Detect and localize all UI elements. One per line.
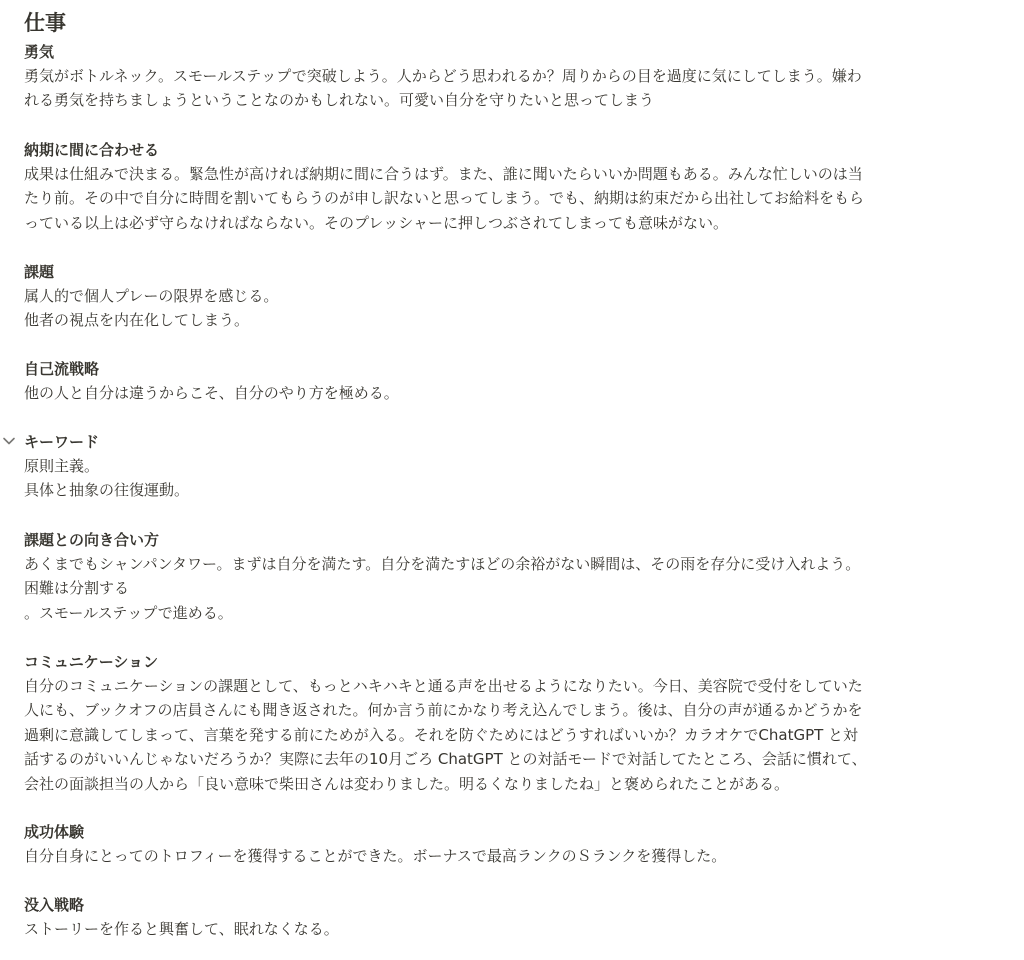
section-immersion xyxy=(24,893,992,941)
section-facing-issues xyxy=(24,528,992,625)
section-courage xyxy=(24,40,992,113)
chevron-down-icon[interactable] xyxy=(2,434,16,448)
text-line: 属人的で個人プレーの限界を感じる。 xyxy=(24,287,279,305)
text-line: 。スモールステップで進める。 xyxy=(24,603,233,622)
section-body[interactable] xyxy=(24,454,992,503)
text-line: 具体と抽象の往復運動。 xyxy=(24,481,190,500)
section-heading[interactable]: 課題 xyxy=(24,263,55,281)
text-line: 自分自身にとってのトロフィーを獲得することができた。ボーナスで最高ランクのＳランクを獲得した。 xyxy=(24,847,727,865)
text-line: 他の人と自分は違うからこそ、自分のやり方を極める。 xyxy=(24,384,399,402)
text-line: 過剰に意識してしまって、言葉を発する前にためが入る。それを防ぐためにはどうすればいいか？カラオケでChatGPT と対 xyxy=(24,725,859,744)
section-body[interactable] xyxy=(24,381,992,405)
text-line: 話するのがいいんじゃないだろうか？実際に去年の10月ごろ ChatGPT との対話モードで対話してたところ、会話に慣れて、 xyxy=(24,750,867,769)
text-line: あくまでもシャンパンタワー。まずは自分を満たす。自分を満たすほどの余裕がない瞬間は、その雨を存分に受け入れよう。 xyxy=(24,555,861,573)
section-own-strategy xyxy=(24,357,992,405)
text-line: 自分のコミュニケーションの課題として、もっとハキハキと通る声を出せるようになりたい。今日、美容院で受付をしていた xyxy=(24,677,863,695)
text-line: 人にも、ブックオフの店員さんにも聞き返された。何か言う前にかなり考え込んでしまう。後は、自分の声が通るかどうかを xyxy=(24,701,863,720)
section-deadline xyxy=(24,138,992,235)
section-heading[interactable]: 成功体験 xyxy=(24,823,85,841)
section-heading[interactable]: キーワード xyxy=(24,433,100,451)
section-heading[interactable]: 没入戦略 xyxy=(24,896,85,914)
section-body[interactable] xyxy=(24,284,992,333)
text-line: たり前。その中で自分に時間を割いてもらうのが申し訳ないと思ってしまう。でも、納期は約束だから出社してお給料をもら xyxy=(24,189,865,208)
text-line: 成果は仕組みで決まる。緊急性が高ければ納期に間に合うはず。また、誰に聞いたらいいか問題もある。みんな忙しいのは当 xyxy=(24,165,863,183)
section-heading[interactable]: 課題との向き合い方 xyxy=(24,531,160,549)
section-body[interactable] xyxy=(24,162,992,235)
section-heading[interactable]: 勇気 xyxy=(24,43,55,61)
text-line: 他者の視点を内在化してしまう。 xyxy=(24,311,250,330)
section-success xyxy=(24,820,992,868)
text-line: 原則主義。 xyxy=(24,457,100,475)
section-keywords xyxy=(24,430,992,503)
section-body[interactable] xyxy=(24,552,992,625)
section-heading[interactable]: 自己流戦略 xyxy=(24,360,100,378)
section-body[interactable] xyxy=(24,674,992,796)
text-line: れる勇気を持ちましょうということなのかもしれない。可愛い自分を守りたいと思ってしまう xyxy=(24,91,655,110)
text-line: 困難は分割する xyxy=(24,579,130,598)
section-body[interactable] xyxy=(24,917,992,941)
section-communication xyxy=(24,650,992,796)
text-line: 勇気がボトルネック。スモールステップで突破しよう。人からどう思われるか？周りからの目を過度に気にしてしまう。嫌わ xyxy=(24,67,862,85)
text-line: っている以上は必ず守らなければならない。そのプレッシャーに押しつぶされてしまっても意味がない。 xyxy=(24,213,728,232)
section-heading[interactable]: 納期に間に合わせる xyxy=(24,141,160,159)
page-title: 仕事 xyxy=(24,11,66,35)
section-body[interactable] xyxy=(24,844,992,868)
section-heading[interactable]: コミュニケーション xyxy=(24,653,159,671)
section-issues xyxy=(24,260,992,333)
text-line: ストーリーを作ると興奮して、眠れなくなる。 xyxy=(24,920,339,938)
text-line: 会社の面談担当の人から「良い意味で柴田さんは変わりました。明るくなりましたね」と褒められたことがある。 xyxy=(24,774,790,793)
section-body[interactable] xyxy=(24,64,992,113)
